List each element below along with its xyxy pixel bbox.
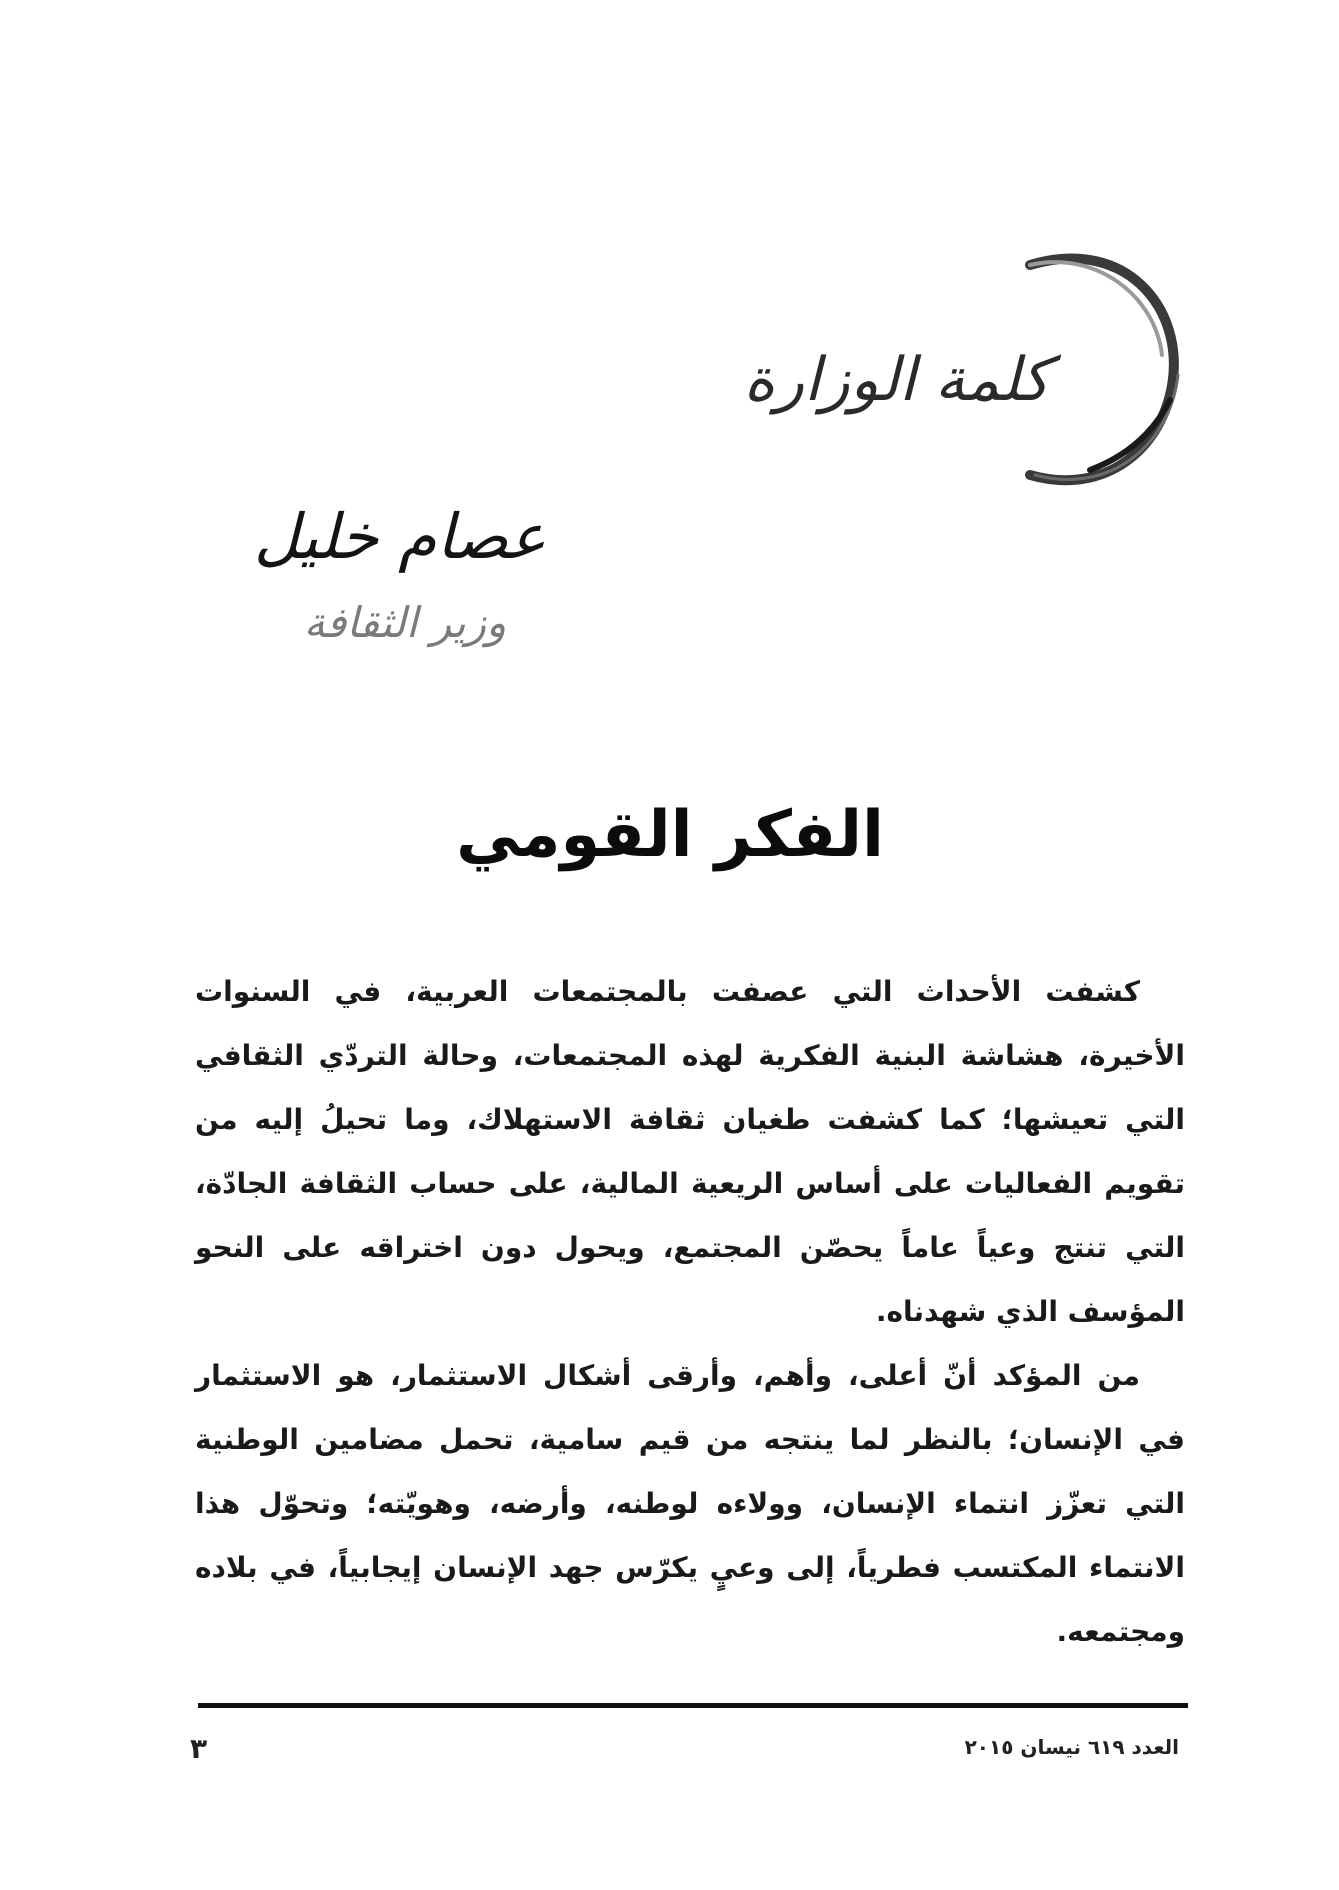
minister-title: وزير الثقافة [303,598,507,647]
ministry-word-emblem [700,225,1200,525]
minister-signature: عصام خليل [253,500,547,573]
issue-info: العدد ٦١٩ نيسان ٢٠١٥ [964,1735,1179,1759]
article-paragraph: من المؤكد أنّ أعلى، وأهم، وأرقى أشكال الاستثمار، هو الاستثمار في الإنسان؛ بالنظر لما ينتجه من قيم سامية، تحمل مضامين الوطنية التي تعزّز انتماء الإنسان، وولاءه لوطنه، وأرضه، وهويّته؛ وتحوّل هذا الانتماء المكتسب فطرياً، إلى وعيٍ يكرّس جهد الإنسان إيجابياً، في بلاده ومجتمعه. [195,1359,1185,1648]
emblem-text: كلمة الوزارة [743,345,1050,415]
article-title: الفكر القومي [456,798,884,872]
footer-divider [198,1703,1188,1708]
page-number: ٣ [190,1732,208,1765]
article-body [195,960,1185,1664]
article-paragraph: كشفت الأحداث التي عصفت بالمجتمعات العربية، في السنوات الأخيرة، هشاشة البنية الفكرية لهذه المجتمعات، وحالة التردّي الثقافي التي تعيشها؛ كما كشفت طغيان ثقافة الاستهلاك، وما تحيلُ إليه من تقويم الفعاليات على أساس الريعية المالية، على حساب الثقافة الجادّة، التي تنتج وعياً عاماً يحصّن المجتمع، ويحول دون اختراقه على النحو المؤسف الذي شهدناه. [195,975,1185,1328]
